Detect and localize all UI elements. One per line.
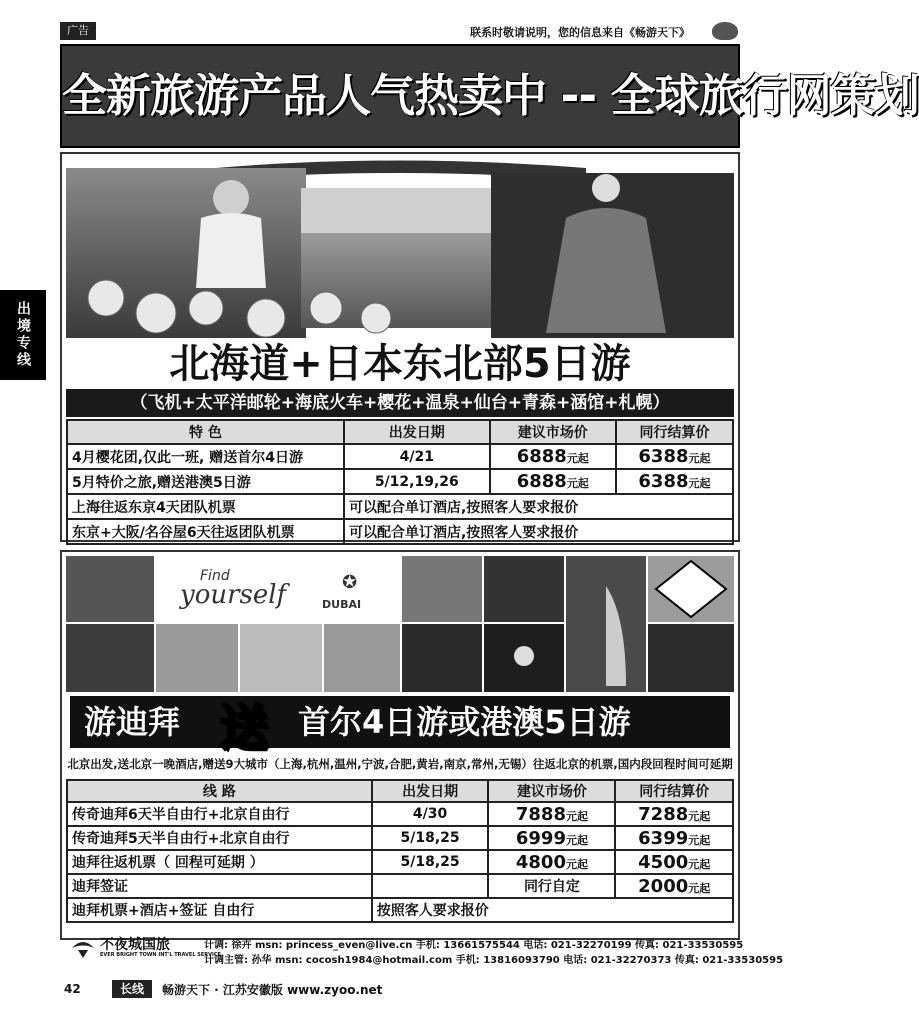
dubai-title-left: 游迪拜: [84, 703, 181, 741]
date-cell: 4/30: [372, 802, 489, 826]
col-header-route: 线 路: [67, 780, 372, 802]
dubai-logo-icon: ✪: [342, 572, 358, 593]
col-header-date: 出发日期: [372, 780, 489, 802]
trade-price-cell: 6388元起: [616, 469, 733, 494]
market-price-cell: 同行自定: [488, 874, 615, 898]
company-logo: [70, 932, 221, 962]
trade-price-cell: 6399元起: [615, 826, 733, 850]
contact-note: 联系时敬请说明，您的信息来自《畅游天下》: [470, 26, 690, 39]
dubai-logo-text: DUBAI: [322, 598, 362, 611]
note-cell: 可以配合单订酒店,按照客人要求报价: [344, 519, 733, 544]
route-cell: 迪拜往返机票（ 回程可延期 ）: [67, 850, 372, 874]
table-row: [67, 874, 733, 898]
japan-tour-subtitle: （飞机+太平洋邮轮+海底火车+樱花+温泉+仙台+青森+涵馆+札幌）: [66, 389, 734, 417]
col-header-date: 出发日期: [344, 420, 490, 444]
date-cell: 5/18,25: [372, 826, 489, 850]
table-row: [67, 850, 733, 874]
route-cell: 传奇迪拜5天半自由行+北京自由行: [67, 826, 372, 850]
table-row: [67, 494, 733, 519]
table-row: [67, 802, 733, 826]
market-price-cell: 7888元起: [488, 802, 615, 826]
route-cell: 迪拜机票+酒店+签证 自由行: [67, 898, 372, 922]
dubai-title-bar: [70, 696, 730, 748]
contact-line-1: 计调: 徐卉 msn: princess_even@live.cn 手机: 13661575544 电话: 021-32270199 传真: 021-33530595: [204, 940, 744, 951]
table-row: [67, 826, 733, 850]
col-header-market-price: 建议市场价: [490, 420, 616, 444]
feature-cell: 上海往返东京4天团队机票: [67, 494, 344, 519]
market-price-cell: 4800元起: [488, 850, 615, 874]
banner-title: 全新旅游产品人气热卖中 -- 全球旅行网策划: [62, 69, 919, 122]
table-row: [67, 469, 733, 494]
table-header-row: [67, 780, 733, 802]
japan-price-table: [66, 419, 734, 545]
japan-photo-collage: [66, 158, 734, 338]
table-row: [67, 444, 733, 469]
date-cell: [372, 874, 489, 898]
date-cell: 5/18,25: [372, 850, 489, 874]
company-name-en: EVER BRIGHT TOWN INT'L TRAVEL SERVICE: [100, 952, 221, 958]
col-header-trade-price: 同行结算价: [616, 420, 733, 444]
route-cell: 传奇迪拜6天半自由行+北京自由行: [67, 802, 372, 826]
col-header-trade-price: 同行结算价: [615, 780, 733, 802]
market-price-cell: 6999元起: [488, 826, 615, 850]
dubai-title-song: 送: [220, 700, 269, 756]
ad-label: 广告: [60, 22, 96, 40]
feature-cell: 5月特价之旅,赠送港澳5日游: [67, 469, 344, 494]
chang-you-logo-icon: [712, 22, 738, 40]
dubai-find-text: Find: [200, 568, 230, 584]
feature-cell: 4月樱花团,仅此一班, 赠送首尔4日游: [67, 444, 344, 469]
eagle-icon: [70, 934, 96, 960]
dubai-title-right: 首尔4日游或港澳5日游: [298, 703, 631, 741]
dubai-price-table: [66, 779, 734, 923]
page-number: 42: [64, 982, 81, 996]
trade-price-cell: 7288元起: [615, 802, 733, 826]
dubai-photo-collage: [66, 556, 734, 692]
trade-price-cell: 2000元起: [615, 874, 733, 898]
market-price-cell: 6888元起: [490, 444, 616, 469]
col-header-market-price: 建议市场价: [488, 780, 615, 802]
note-cell: 按照客人要求报价: [372, 898, 733, 922]
feature-cell: 东京+大阪/名谷屋6天往返团队机票: [67, 519, 344, 544]
note-cell: 可以配合单订酒店,按照客人要求报价: [344, 494, 733, 519]
date-cell: 5/12,19,26: [344, 469, 490, 494]
col-header-feature: 特 色: [67, 420, 344, 444]
table-header-row: [67, 420, 733, 444]
japan-tour-title: 北海道+日本东北部5日游: [169, 341, 631, 387]
main-banner: [60, 44, 919, 148]
publication-name: 畅游天下 · 江苏安徽版 www.zyoo.net: [162, 983, 383, 997]
route-cell: 迪拜签证: [67, 874, 372, 898]
trade-price-cell: 4500元起: [615, 850, 733, 874]
trade-price-cell: 6388元起: [616, 444, 733, 469]
date-cell: 4/21: [344, 444, 490, 469]
company-name: 不夜城国旅: [100, 937, 170, 953]
contact-line-2: 计调主管: 孙华 msn: cocosh1984@hotmail.com 手机: 13816093790 电话: 021-32270373 传真: 021-33530595: [204, 955, 784, 966]
table-row: [67, 898, 733, 922]
market-price-cell: 6888元起: [490, 469, 616, 494]
table-row: [67, 519, 733, 544]
dubai-yourself-text: yourself: [180, 580, 287, 610]
side-tab: 出境专线: [0, 290, 46, 380]
dubai-subtitle: 北京出发,送北京一晚酒店,赠送9大城市（上海,杭州,温州,宁波,合肥,黄岩,南京,常州,无锡）往返北京的机票,国内段回程时间可延期: [67, 757, 733, 771]
section-tag: 长线: [112, 980, 152, 998]
